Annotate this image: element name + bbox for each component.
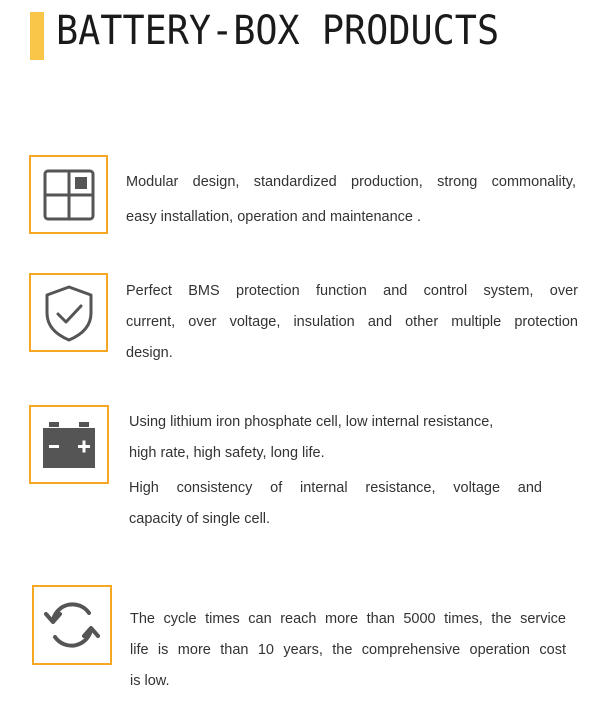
cycle-arrows-icon [43,596,101,654]
feature-line: Using lithium iron phosphate cell, low internal resistance, [129,414,494,430]
shield-check-icon [41,283,97,343]
feature-text [130,604,566,697]
feature-text [129,407,542,469]
feature-icon-box [32,585,112,665]
page-title: BATTERY-BOX PRODUCTS [56,8,500,54]
feature-line: The cycle times can reach more than 5000 times, the service [130,611,566,627]
feature-icon-box [29,405,109,484]
feature-line: high rate, high safety, long life. [129,445,325,461]
feature-line: current, over voltage, insulation and other multiple protection [126,314,578,330]
feature-line: easy installation, operation and maintenance . [126,209,422,225]
feature-icon-box [29,273,108,352]
modular-grid-icon [42,168,96,222]
feature-line: capacity of single cell. [129,511,271,527]
feature-text [126,276,578,369]
feature-line: High consistency of internal resistance, voltage and [129,480,542,496]
feature-line: Perfect BMS protection function and control system, over [126,283,578,299]
feature-line: life is more than 10 years, the comprehensive operation cost [130,642,566,658]
title-accent-bar [30,12,44,60]
feature-text [129,473,542,535]
feature-line: design. [126,345,173,361]
battery-icon [41,420,97,470]
feature-line: Modular design, standardized production, strong commonality, [126,174,576,190]
feature-text [126,167,576,233]
feature-icon-box [29,155,108,234]
feature-line: is low. [130,673,170,689]
